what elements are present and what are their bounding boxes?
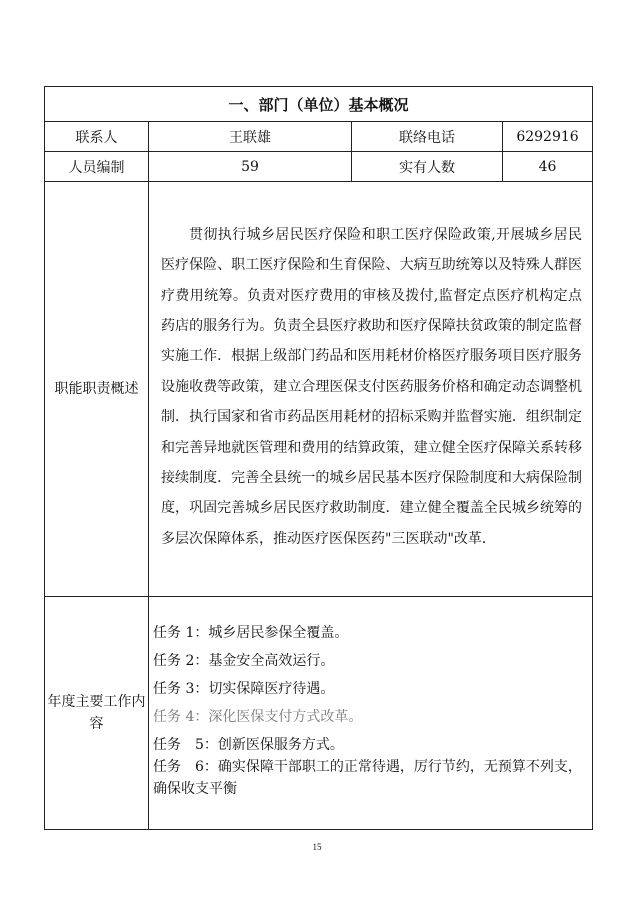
actual-staff-label: 实有人数 [352,152,503,182]
duties-text: 贯彻执行城乡居民医疗保险和职工医疗保险政策,开展城乡居民医疗保险、职工医疗保险和生育保险、大病互助统筹以及特殊人群医疗费用统筹。负责对医疗费用的审核及拨付,监督定点医疗机构定点药店的服务行为。负责全县医疗救助和医疗保障扶贫政策的制定监督实施工作．根据上级部门药品和医用耗材价格医疗服务项目医疗服务设施收费等政策，建立合理医保支付医药服务价格和确定动态调整机制．执行国家和省市药品医用耗材的招标采购并监督实施．组织制定和完善异地就医管理和费用的结算政策，建立健全医疗保障关系转移接续制度．完善全县统一的城乡居民基本医疗保险制度和大病保险制度，巩固完善城乡居民医疗救助制度．建立健全覆盖全民城乡统筹的多层次保障体系，推动医疗医保医药"三医联动"改革． [149,182,593,597]
contact-name: 王联雄 [149,122,352,152]
task-item-5: 任务 5：创新医保服务方式。 [153,737,344,753]
overview-table [44,86,593,830]
phone-label: 联络电话 [352,122,503,152]
staff-quota-value: 59 [149,152,352,182]
actual-staff-value: 46 [503,152,593,182]
annual-work-label: 年度主要工作内容 [45,597,149,830]
staff-quota-label: 人员编制 [45,152,149,182]
task-item-2: 任务 2：基金安全高效运行。 [153,653,335,669]
annual-work-list [149,597,593,830]
section-title: 一、部门（单位）基本概况 [45,87,593,122]
task-item-4: 任务 4：深化医保支付方式改革。 [153,709,363,725]
page-number: 15 [312,842,322,852]
task-item-6: 任务 6：确实保障干部职工的正常待遇，厉行节约，无预算不列支，确保收支平衡 [153,759,582,797]
task-item-3: 任务 3：切实保障医疗待遇。 [153,681,335,697]
duties-label: 职能职责概述 [45,182,149,597]
contact-label: 联系人 [45,122,149,152]
task-item-1: 任务 1：城乡居民参保全覆盖。 [153,625,349,641]
phone-value: 6292916 [503,122,593,152]
